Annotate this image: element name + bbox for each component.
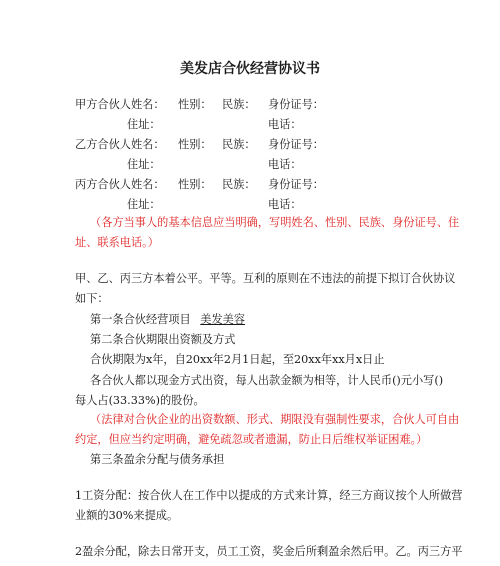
surplus-clause: 2盈余分配，除去日常开支，员工工资，奖金后所剩盈余然后甲。乙。丙三方平 xyxy=(75,545,463,558)
party-b-ethnicity-label: 民族： xyxy=(222,138,256,151)
party-a-ethnicity-label: 民族： xyxy=(222,98,256,111)
note-line: （各方当事人的基本信息应当明确，写明姓名、性别、民族、身份证号、住 xyxy=(90,216,460,229)
party-c-id-label: 身份证号： xyxy=(268,178,324,191)
paragraph-line: 如下： xyxy=(75,292,109,305)
party-b-gender-label: 性别： xyxy=(178,138,212,151)
article-1-label: 第一条合伙经营项目 xyxy=(90,313,191,326)
party-a-id-label: 身份证号： xyxy=(268,98,324,111)
party-b-phone-label: 电话： xyxy=(268,158,302,171)
article-1-value: 美发美容 xyxy=(200,313,246,326)
party-a-phone-label: 电话： xyxy=(268,118,302,131)
paragraph-line: 甲、乙、丙三方本着公平。平等。互利的原则在不违法的前提下拟订合伙协议 xyxy=(75,272,456,285)
document-title: 美发店合伙经营协议书 xyxy=(180,61,320,77)
party-a-gender-label: 性别： xyxy=(178,98,212,111)
paragraph-line: 各合伙人都以现金方式出资，每人出款金额为相等，计人民币()元小写() xyxy=(90,374,444,387)
note-line: 约定，但应当约定明确，避免疏忽或者遗漏，防止日后维权举证困难。） xyxy=(75,433,428,446)
paragraph-line: 1工资分配：按合伙人在工作中以提成的方式来计算，经三方商议按个人所做营 xyxy=(75,489,463,502)
party-c-ethnicity-label: 民族： xyxy=(222,178,256,191)
party-b-address-label: 住址： xyxy=(127,158,161,171)
party-c-gender-label: 性别： xyxy=(178,178,212,191)
article-2-heading: 第二条合伙期限出资额及方式 xyxy=(90,333,236,346)
party-c-address-label: 住址： xyxy=(127,198,161,211)
party-b-name-label: 乙方合伙人姓名： xyxy=(75,138,165,151)
party-b-id-label: 身份证号： xyxy=(268,138,324,151)
note-line: （法律对合伙企业的出资数额、形式、期限没有强制性要求，合伙人可自由 xyxy=(90,413,460,426)
party-a-address-label: 住址： xyxy=(127,118,161,131)
term-clause: 合伙期限为x年，自20xx年2月1日起，至20xx年xx月x日止 xyxy=(90,353,385,366)
party-a-name-label: 甲方合伙人姓名： xyxy=(75,98,165,111)
party-c-phone-label: 电话： xyxy=(268,198,302,211)
note-line: 址、联系电话。） xyxy=(75,236,159,249)
paragraph-line: 业额的30%来提成。 xyxy=(75,509,179,522)
party-c-name-label: 丙方合伙人姓名： xyxy=(75,178,165,191)
article-1 xyxy=(90,313,245,327)
article-3-heading: 第三条盈余分配与债务承担 xyxy=(90,453,225,466)
paragraph-line: 每人占(33.33%)的股份。 xyxy=(75,394,205,407)
